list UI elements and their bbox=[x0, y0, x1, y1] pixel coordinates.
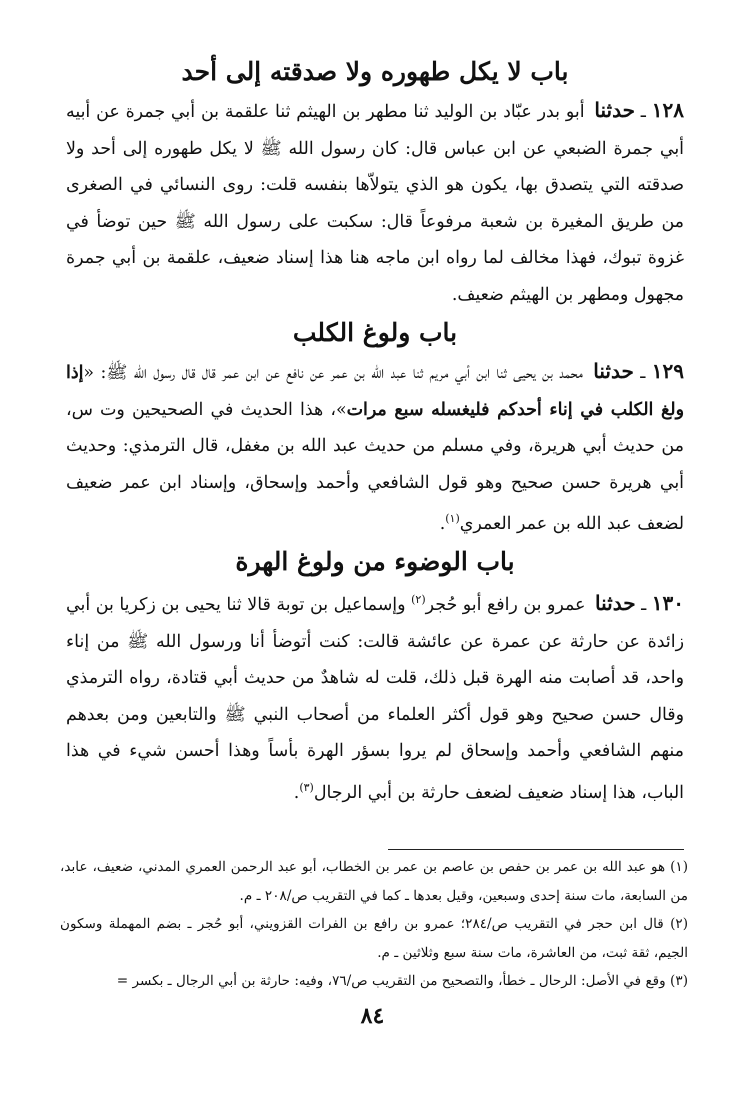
hadith-text: أبو بدر عبّاد بن الوليد ثنا مطهر بن الهيثم ثنا علقمة بن أبي جمرة عن أبيه أبي جمرة الضبعي عن ابن عباس قال: كان رسول الله ﷺ لا يكل طهوره إلى أحد ولا صدقته التي يتصدق بها، يكون هو الذي يتولاّها بنفسه قلت: روى النسائي في الصغرى من طريق المغيرة بن شعبة مرفوعاً قال: سكبت على رسول الله ﷺ حين توضأ في غزوة تبوك، فهذا مخالف لما رواه ابن ماجه هنا هذا إسناد ضعيف، علقمة بن أبي جمرة مجهول ومطهر بن الهيثم ضعيف. bbox=[66, 102, 684, 305]
page-number: ٨٤ bbox=[360, 1003, 385, 1029]
hadith-text-end: . bbox=[293, 782, 300, 803]
hadith-paragraph: ١٢٩ ـ حدثنا محمد بن يحيى ثنا ابن أبي مريم ثنا عبد الله بن عمر عن نافع عن ابن عمر قال قال رسول الله ﷺ: «إذا ولغ الكلب في إناء أحدكم فليغسله سبع مرات»، هذا الحديث في الصحيحين وت س، من حديث أبي هريرة، وفي مسلم من حديث عبد الله بن مغفل، قال الترمذي: وحديث أبي هريرة حسن صحيح وهو قول الشافعي وأحمد وإسحاق، وإسناد ابن عمر ضعيف لضعف عبد الله بن عمر العمري$^{(١)}$. bbox=[66, 359, 684, 534]
hadith-text: ، قلت له شاهدٌ من حديث أبي قتادة، رواه الترمذي وقال حسن صحيح وهو قول أكثر العلماء من أصحاب النبي ﷺ والتابعين ومن بعدهم منهم الشافعي وأحمد وإسحاق لم يروا بسؤر الهرة بأساً وهذا أحسن شيء في هذا الباب، هذا إسناد ضعيف لضعف حارثة بن أبي الرجال bbox=[66, 668, 684, 803]
hadith-number: ١٢٨ bbox=[651, 98, 684, 122]
hadith-number: ١٢٩ bbox=[651, 359, 684, 383]
chapter-title: باب الوضوء من ولوغ الهرة bbox=[235, 547, 515, 577]
hadith-text: عمرو بن رافع أبو حُجر bbox=[425, 595, 586, 616]
hadith-number: ١٣٠ bbox=[651, 591, 685, 616]
footnotes bbox=[60, 853, 688, 996]
hadith-paragraph: ١٢٨ ـ حدثنا أبو بدر عبّاد بن الوليد ثنا مطهر بن الهيثم ثنا علقمة بن أبي جمرة عن أبيه أبي جمرة الضبعي عن ابن عباس قال: كان رسول الله ﷺ لا يكل طهوره إلى أحد ولا صدقته التي يتصدق بها، يكون هو الذي يتولاّها بنفسه قلت: روى النسائي في الصغرى من طريق المغيرة بن شعبة مرفوعاً قال: سكبت على رسول الله ﷺ حين توضأ في غزوة تبوك، فهذا مخالف لما رواه ابن ماجه هنا هذا إسناد ضعيف، علقمة بن أبي جمرة مجهول ومطهر بن الهيثم ضعيف. bbox=[66, 98, 684, 305]
footnote-separator bbox=[388, 849, 684, 850]
page-body bbox=[66, 52, 684, 811]
hadith-opening-word: حدثنا bbox=[593, 359, 634, 383]
footnote: (١) هو عبد الله بن عمر بن حفص بن عاصم بن عمر بن الخطاب، أبو عبد الرحمن العمري المدني، ضعيف، عابد، من السابعة، مات سنة إحدى وسبعين، وقيل بعدها ـ كما في التقريب ص/٢٠٨ ـ م. bbox=[60, 859, 688, 904]
footnote-ref: (٢) bbox=[411, 593, 426, 607]
chapter-title: باب ولوغ الكلب bbox=[292, 318, 458, 347]
hadith-text: وإسماعيل بن توبة قالا ثنا يحيى بن زكريا بن أبي زائدة عن حارثة عن عمرة عن عائشة قالت: كنت أتوضأ أنا ورسول الله ﷺ من إناء واحد، قد أصابت منه الهرة قبل ذلك bbox=[66, 595, 684, 689]
footnote: (٣) وقع في الأصل: الرحال ـ خطأ، والتصحيح من التقريب ص/٧٦، وفيه: حارثة بن أبي الرجال ـ بكسر = bbox=[116, 973, 688, 989]
footnote-ref: (٣) bbox=[299, 780, 314, 794]
hadith-text: محمد بن يحيى ثنا ابن أبي مريم ثنا عبد الله بن عمر عن نافع عن ابن عمر قال قال رسول الله ﷺ: « bbox=[83, 363, 583, 383]
hadith-text: »، هذا الحديث في الصحيحين وت س، من حديث أبي هريرة، وفي مسلم من حديث عبد الله بن مغفل، قال الترمذي: وحديث أبي هريرة حسن صحيح وهو قول الشافعي وأحمد وإسحاق، وإسناد ابن عمر ضعيف لضعف عبد الله بن عمر العمري bbox=[66, 399, 684, 534]
hadith-quote: إذا ولغ الكلب في إناء أحدكم فليغسله سبع مرات bbox=[66, 363, 684, 420]
hadith-text-end: . bbox=[439, 513, 446, 534]
footnote: (٢) قال ابن حجر في التقريب ص/٢٨٤؛ عمرو بن رافع بن الفرات القزويني، أبو حُجر ـ بضم المهملة وسكون الجيم، ثقة ثبت، من العاشرة، مات سنة سبع وثلاثين ـ م. bbox=[60, 916, 688, 961]
hadith-paragraph: ١٣٠ ـ حدثنا عمرو بن رافع أبو حُجر$^{(٢)}$ وإسماعيل بن توبة قالا ثنا يحيى بن زكريا بن أبي زائدة عن حارثة عن عمرة عن عائشة قالت: كنت أتوضأ أنا ورسول الله ﷺ من إناء واحد، قد أصابت منه الهرة قبل ذلك، قلت له شاهدٌ من حديث أبي قتادة، رواه الترمذي وقال حسن صحيح وهو قول أكثر العلماء من أصحاب النبي ﷺ والتابعين ومن بعدهم منهم الشافعي وأحمد وإسحاق لم يروا بسؤر الهرة بأساً وهذا أحسن شيء في هذا الباب، هذا إسناد ضعيف لضعف حارثة بن أبي الرجال$^{(٣)}$. bbox=[66, 591, 685, 803]
chapter-title: باب لا يكل طهوره ولا صدقته إلى أحد bbox=[181, 57, 569, 86]
hadith-opening-word: حدثنا bbox=[595, 591, 636, 616]
footnote-ref: (١) bbox=[445, 512, 460, 525]
hadith-opening-word: حدثنا bbox=[594, 98, 635, 122]
